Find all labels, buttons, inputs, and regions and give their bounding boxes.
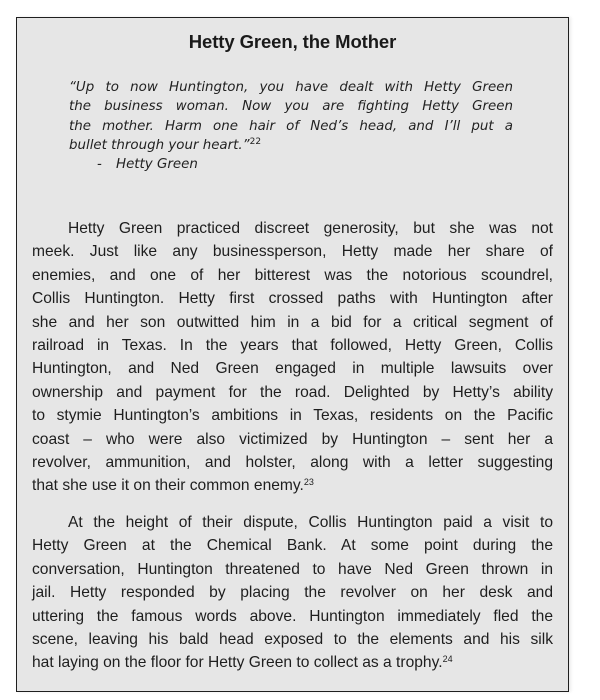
attribution-dash: - (97, 157, 102, 172)
paragraph-line: revolver, ammunition, and holster, along with a letter suggesting (32, 453, 553, 471)
paragraph-line-last (32, 651, 553, 674)
footnote-ref: 23 (303, 477, 314, 488)
quote-line-last (69, 136, 513, 155)
paragraph-1 (32, 217, 553, 498)
footnote-ref: 24 (442, 654, 453, 665)
quote-line: “Up to now Huntington, you have dealt with Hetty Green (69, 80, 513, 95)
paragraph-line: coast – who were also victimized by Huntington – sent her a (32, 430, 553, 448)
paragraph-line: Huntington, and Ned Green engaged in multiple lawsuits over (32, 360, 553, 378)
paragraph-line: scene, leaving his bald head exposed to the elements and his silk (32, 630, 553, 648)
paragraph-2 (32, 511, 553, 675)
box-title: Hetty Green, the Mother (188, 31, 397, 52)
paragraph-line: enemies, and one of her bitterest was the notorious scoundrel, (32, 266, 553, 284)
paragraph-line: Hetty Green practiced discreet generosity, but she was not (68, 220, 553, 237)
paragraph-line-text: that she use it on their common enemy. (32, 477, 304, 495)
paragraph-line: ownership and payment for the road. Delighted by Hetty’s ability (32, 383, 553, 401)
paragraph-line: railroad in Texas. In the years that followed, Hetty Green, Collis (32, 336, 553, 354)
attribution-name: Hetty Green (116, 157, 198, 172)
paragraph-line: meek. Just like any businessperson, Hetty made her share of (32, 243, 553, 261)
paragraph-line: to stymie Huntington’s ambitions in Texas, residents on the Pacific (32, 407, 553, 425)
paragraph-line: she and her son outwitted him in a bid for a critical segment of (32, 313, 553, 331)
quote-line: the mother. Harm one hair of Ned’s head, and I’ll put a (69, 118, 513, 134)
paragraph-line: Hetty Green at the Chemical Bank. At some point during the (32, 537, 553, 555)
paragraph-line: jail. Hetty responded by placing the revolver on her desk and (32, 584, 553, 602)
paragraph-line: Collis Huntington. Hetty first crossed paths with Huntington after (32, 290, 553, 308)
quote-attribution (97, 157, 198, 172)
footnote-ref: 22 (249, 136, 262, 147)
sidebar-box (16, 17, 569, 692)
quote-line: the business woman. Now you are fighting Hetty Green (69, 99, 513, 115)
quote-line-text: bullet through your heart.” (69, 137, 250, 153)
paragraph-line: At the height of their dispute, Collis Huntington paid a visit to (68, 514, 553, 531)
paragraph-line: conversation, Huntington threatened to have Ned Green thrown in (32, 560, 553, 578)
paragraph-line-text: hat laying on the floor for Hetty Green to collect as a trophy. (32, 654, 443, 672)
paragraph-line: uttering the famous words above. Huntington immediately fled the (32, 607, 553, 625)
paragraph-line-last (32, 474, 553, 497)
quote-block (69, 78, 513, 155)
